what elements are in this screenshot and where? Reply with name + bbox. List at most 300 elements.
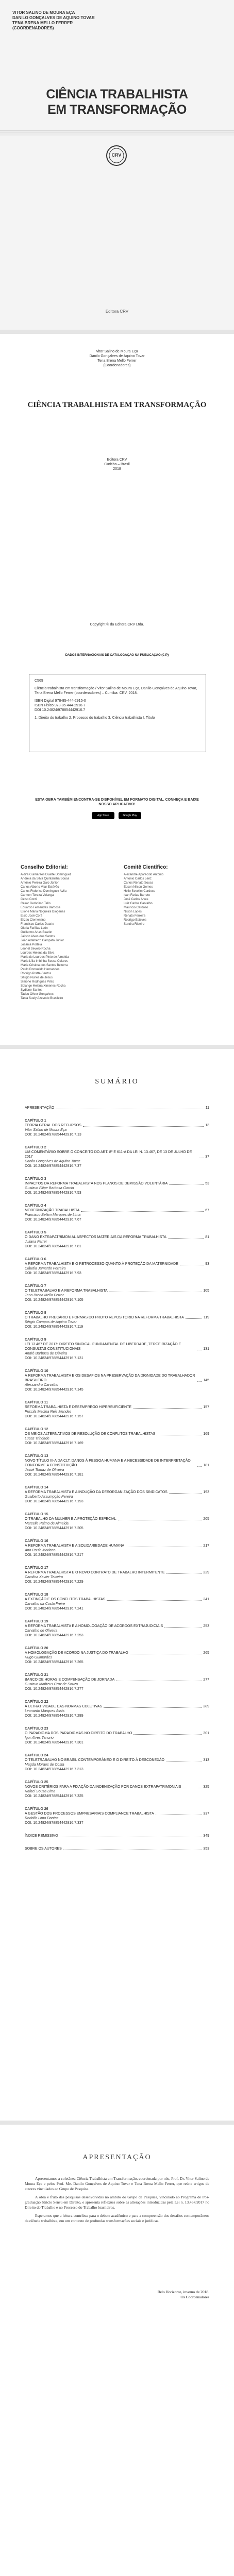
toc-entry[interactable]: [25, 1145, 209, 1168]
board-member: Tania Suely Azevedo Brasileiro: [21, 997, 63, 1000]
editorial-board-header: Conselho Editorial:: [21, 865, 68, 870]
board-member: Andréia da Silva Quintanilha Sousa: [21, 877, 70, 880]
toc-page-number: 37: [205, 1155, 209, 1159]
toc-title-row: [25, 1570, 209, 1575]
toc-chapter-number: CAPÍTULO 2: [25, 1146, 46, 1149]
board-member: Rodrigo Pratte-Santos: [21, 972, 52, 975]
toc-title-row: [25, 1846, 209, 1851]
toc-title-row: [25, 1811, 209, 1816]
toc-chapter-number: CAPÍTULO 6: [25, 1258, 46, 1261]
toc-chapter-number: CAPÍTULO 25: [25, 1781, 48, 1784]
toc-chapter-number: CAPÍTULO 7: [25, 1284, 46, 1288]
toc-title-row: [25, 1624, 209, 1629]
toc-page-number: 289: [203, 1705, 209, 1708]
toc-chapter-title: A REFORMA TRABALHISTA E A INDUÇÃO DA DESORGANIZAÇÃO DOS SINDICATOS: [25, 1490, 168, 1494]
toc-chapter-author: Jessé Tomaz de Oliveira: [25, 1468, 64, 1472]
toc-chapter-number: CAPÍTULO 15: [25, 1513, 48, 1516]
toc-chapter-title: APRESENTAÇÃO: [25, 1106, 55, 1110]
toc-title-row: [25, 1342, 209, 1351]
toc-chapter-title: O TELETRABALHO NO BRASIL CONTEMPORÂNEO E O DIREITO À DESCONEXÃO: [25, 1758, 164, 1762]
toc-chapter-doi[interactable]: DOI: 10.24824/978854442916.7.81: [25, 1245, 81, 1248]
board-member: Guillermo Arias Beatón: [21, 931, 53, 934]
cover-author: VITOR SALINO DE MOURA EÇA: [12, 10, 75, 15]
toc-chapter-title: A REFORMA TRABALHISTA E O RETROCESSO QUANTO À PROTEÇÃO DA MATERNIDADE: [25, 1262, 178, 1266]
toc-chapter-number: CAPÍTULO 13: [25, 1454, 48, 1458]
toc-entry[interactable]: [25, 1400, 209, 1419]
toc-chapter-title: O TRABALHO PRECÁRIO E FORMAS DO PROTO REPOSITÓRIO NA REFORMA TRABALHISTA: [25, 1316, 184, 1319]
toc-page-number: 205: [203, 1517, 209, 1521]
toc-entry[interactable]: [25, 1284, 209, 1302]
front-author: Danilo Gonçalves de Aquino Tovar: [89, 354, 145, 358]
toc-chapter-author: Tena Brena Mello Ferrer: [25, 1294, 64, 1297]
board-member: Paulo Romualdo Hernandes: [21, 968, 60, 971]
toc-title-row: [25, 1262, 209, 1266]
toc-entry[interactable]: [25, 1337, 209, 1361]
toc-title-row: [25, 1517, 209, 1521]
toc-chapter-number: CAPÍTULO 3: [25, 1177, 46, 1181]
toc-chapter-number: CAPÍTULO 4: [25, 1204, 46, 1208]
front-publisher: [0, 457, 234, 471]
toc-entry[interactable]: [25, 1700, 209, 1718]
toc-leader-dots: [197, 1466, 202, 1467]
toc-page-number: 217: [203, 1544, 209, 1548]
toc-chapter-doi[interactable]: DOI: 10.24824/978854442916.7.131: [25, 1357, 83, 1360]
toc-chapter-title: OS MEIOS ALTERNATIVOS DE RESOLUÇÃO DE CONFLITOS TRABALHISTAS: [25, 1432, 156, 1436]
toc-chapter-author: Gualberto Assumpção Pereira: [25, 1495, 73, 1499]
board-member: Edson Nilson Gomes: [124, 886, 153, 889]
store-badges: [92, 812, 143, 819]
toc-leader-dots: [104, 1707, 202, 1708]
toc-leader-dots: [197, 1381, 202, 1382]
toc-title-row: [25, 1181, 209, 1186]
front-title: CIÊNCIA TRABALHISTA EM TRANSFORMAÇÃO: [27, 401, 207, 409]
toc-page-number: 337: [203, 1812, 209, 1816]
cover-author: DANILO GONÇALVES DE AQUINO TOVAR: [12, 15, 95, 20]
toc-chapter-number: CAPÍTULO 19: [25, 1620, 48, 1623]
toc-title-row: [25, 1758, 209, 1762]
presentation-paragraph: Apresentamos a coletânea Ciência Trabalhista em Transformação, coordenada por nós, Prof. Dr. Vitor Salino de Moura Eça e pelos Prof. Me. Danilo Gonçalves de Aquino Tovar e Tena Brena Mello Ferrer, que reúne artigos de autores vinculados ao Grupo de Pesquisa.: [25, 2176, 209, 2191]
toc-leader-dots: [168, 1238, 204, 1239]
toc-chapter-doi[interactable]: DOI: 10.24824/978854442916.7.277: [25, 1687, 83, 1691]
toc-entry[interactable]: [25, 1118, 209, 1137]
toc-entry[interactable]: [25, 1454, 209, 1477]
toc-chapter-doi[interactable]: DOI: 10.24824/978854442916.7.67: [25, 1218, 81, 1222]
cover-authors: [12, 10, 95, 31]
catalog-line: ISBN Digital 978-85-444-2915-0: [35, 699, 86, 703]
toc-chapter-number: CAPÍTULO 18: [25, 1593, 48, 1597]
publisher-logo-label: CRV: [111, 152, 122, 158]
signature-names: Os Coordenadores: [180, 2295, 209, 2299]
toc-chapter-number: CAPÍTULO 22: [25, 1700, 48, 1704]
toc-chapter-number: CAPÍTULO 21: [25, 1673, 48, 1677]
toc-page-number: 53: [205, 1182, 209, 1185]
toc-chapter-author: Gustavo Filipe Barbosa Garcia: [25, 1187, 74, 1190]
toc-title-row: [25, 1490, 209, 1495]
toc-entry[interactable]: [25, 1369, 209, 1392]
toc-chapter-doi[interactable]: DOI: 10.24824/978854442916.7.229: [25, 1580, 83, 1584]
table-of-contents-page: [0, 1049, 234, 2121]
toc-chapter-doi[interactable]: DOI: 10.24824/978854442916.7.217: [25, 1553, 83, 1557]
toc-chapter-author: Priscila Medina Reis Mendes: [25, 1410, 72, 1414]
toc-chapter-number: CAPÍTULO 9: [25, 1338, 46, 1342]
toc-chapter-title: O TRABALHO DA MULHER E A PROTEÇÃO ESPECIAL: [25, 1517, 116, 1521]
board-member: Cesar Gerónimo Tello: [21, 902, 51, 905]
board-member: Maria Lília Imbiriba Sousa Colares: [21, 960, 68, 963]
board-member: Carlos Federico Domínguez Avila: [21, 890, 66, 893]
cover-decorative-lines: [0, 129, 234, 137]
toc-entry[interactable]: [25, 1230, 209, 1249]
copyright-line: Copyright © da Editora CRV Ltda.: [90, 623, 144, 626]
cover-page: [0, 0, 234, 330]
board-member: Hélio Sevelim Cardoso: [124, 890, 156, 893]
toc-page-number: 349: [203, 1834, 209, 1838]
toc-title-row: [25, 1544, 209, 1548]
ficha-header: DADOS INTERNACIONAIS DE CATALOGAÇÃO NA PUBLICAÇÃO (CIP): [65, 654, 169, 657]
toc-entry[interactable]: [25, 1485, 209, 1504]
front-publisher-line: Curitiba – Brasil: [104, 463, 130, 466]
toc-title-row: [25, 1235, 209, 1240]
toc-chapter-author: Juliana Ferrer: [25, 1240, 47, 1244]
toc-entry[interactable]: [25, 1512, 209, 1531]
toc-entry[interactable]: [25, 1726, 209, 1745]
toc-entry[interactable]: [25, 1311, 209, 1329]
toc-chapter-number: CAPÍTULO 20: [25, 1647, 48, 1650]
catalog-line: 1. Direito do trabalho 2. Processo do trabalho 3. Ciência trabalhista I. Título: [35, 716, 155, 720]
scientific-committee-list: [124, 873, 213, 926]
toc-chapter-author: Vitor Salino de Moura Eça: [25, 1128, 67, 1132]
toc-chapter-author: Hugo Guimarães: [25, 1656, 52, 1659]
toc-title-row: [25, 1432, 209, 1436]
toc-chapter-doi[interactable]: DOI: 10.24824/978854442916.7.337: [25, 1821, 83, 1825]
cover-title-line: CIÊNCIA TRABALHISTA: [46, 87, 188, 101]
presentation-body: [25, 2176, 209, 2227]
cover-author: (COORDENADORES): [12, 26, 54, 30]
toc-entry[interactable]: [25, 1177, 209, 1195]
toc-page-number: 265: [203, 1651, 209, 1655]
toc-page-number: 181: [203, 1464, 209, 1467]
toc-leader-dots: [83, 1126, 204, 1127]
catalog-line: Ciência trabalhista em transformação / Vitor Salino de Moura Eça, Danilo Gonçalves de Aquino Tovar, Tena Brena Mello Ferrer (coordenadores) – Curitiba: CRV, 2018.: [35, 687, 197, 695]
board-member: Francisco Carlos Duarte: [21, 923, 54, 926]
toc-title-row: [25, 1208, 209, 1213]
toc-chapter-title: BANCO DE HORAS E COMPENSAÇÃO DE JORNADA: [25, 1678, 115, 1682]
toc-chapter-doi[interactable]: DOI: 10.24824/978854442916.7.13: [25, 1133, 81, 1137]
board-member: Ivan Farias Barreto: [124, 894, 151, 897]
toc-page-number: 119: [203, 1316, 209, 1319]
toc-page-number: 145: [203, 1379, 209, 1382]
board-member: Renato Ferreira: [124, 914, 146, 918]
toc-chapter-author: Francisco Belém Marques de Lima: [25, 1213, 81, 1217]
board-member: Maurício Cardoso: [124, 906, 148, 909]
toc-chapter-number: CAPÍTULO 24: [25, 1754, 48, 1757]
board-member: Sérgio Nunes de Jesus: [21, 976, 53, 979]
toc-chapter-author: Rodolfo Lima Dantas: [25, 1817, 59, 1820]
board-member: Josania Portela: [21, 943, 42, 946]
toc-chapter-author: Sérgio Campos de Aquino Tovar: [25, 1320, 77, 1324]
toc-chapter-title: REFORMA TRABALHISTA E DESEMPREGO HIPERSUFICIENTE: [25, 1405, 132, 1409]
toc-leader-dots: [81, 1211, 204, 1212]
toc-chapter-title: A ULTRATIVIDADE DAS NORMAS COLETIVAS: [25, 1705, 103, 1708]
board-member: Nilson Lopes: [124, 910, 142, 913]
toc-leader-dots: [169, 1184, 204, 1185]
toc-chapter-doi[interactable]: DOI: 10.24824/978854442916.7.241: [25, 1607, 83, 1611]
catalog-line: ISBN Físico 978-85-444-2916-7: [35, 704, 86, 707]
toc-title-row: [25, 1459, 209, 1468]
board-member: Alexandre Aparecido Antonio: [124, 873, 164, 876]
toc-page-number: 277: [203, 1678, 209, 1682]
toc-chapter-title: A GESTÃO DOS PROCESSOS EMPRESARIAIS COMPLIANCE TRABALHISTA: [25, 1812, 154, 1816]
board-member: Antônio Pereira Gaio Júnior: [21, 882, 59, 885]
toc-entry[interactable]: [25, 1204, 209, 1222]
presentation-paragraph: A obra é fruto das pesquisas desenvolvidas no âmbito do Grupo de Pesquisa, vinculado ao Programa de Pós-graduação Stricto Sensu em Direito, e apresenta reflexões sobre as alterações introduzidas pela Lei n. 13.467/2017 no Direito do Trabalho e no Processo do Trabalho brasileiros.: [25, 2195, 209, 2210]
front-publisher-line: 2018: [113, 467, 121, 471]
board-member: Lourdes Helena da Silva: [21, 952, 55, 955]
board-member: Jailson Alves dos Santos: [21, 935, 55, 938]
toc-chapter-doi[interactable]: DOI: 10.24824/978854442916.7.325: [25, 1794, 83, 1798]
toc-chapter-title: A HOMOLOGAÇÃO DE ACORDO NA JUSTIÇA DO TRABALHO: [25, 1651, 128, 1655]
board-member: Rodrigo Esteves: [124, 919, 147, 922]
board-member: Antonio Carlos Lenz: [124, 877, 152, 880]
toc-entry[interactable]: [25, 1753, 209, 1772]
toc-chapter-doi[interactable]: DOI: 10.24824/978854442916.7.145: [25, 1388, 83, 1392]
toc-chapter-doi[interactable]: DOI: 10.24824/978854442916.7.253: [25, 1634, 83, 1637]
toc-chapter-doi[interactable]: DOI: 10.24824/978854442916.7.205: [25, 1527, 83, 1530]
board-member: Luiz Carlos Carvalho: [124, 902, 153, 905]
toc-title-row: [25, 1704, 209, 1709]
toc-list: [25, 1106, 209, 1859]
toc-entry[interactable]: [25, 1619, 209, 1638]
toc-chapter-number: CAPÍTULO 16: [25, 1539, 48, 1543]
toc-entry[interactable]: [25, 1834, 209, 1838]
front-publisher-line: Editora CRV: [107, 458, 127, 462]
toc-chapter-author: Gustavo Matheus Cruz de Souza: [25, 1683, 78, 1686]
presentation-paragraph: Esperamos que a leitura contribua para o debate acadêmico e para a compreensão dos desafios contemporâneos da ciência trabalhista, em um contexto de profundas transformações sociais e jurídicas.: [25, 2213, 209, 2223]
toc-chapter-title: UM COMENTÁRIO SOBRE O CONCEITO DO ART. 8º E 611-A DA LEI N. 13.467, DE 13 DE JULHO DE 2017: [25, 1150, 192, 1159]
toc-entry[interactable]: [25, 1807, 209, 1825]
toc-entry[interactable]: [25, 1257, 209, 1276]
scientific-committee-header: Comitê Científico:: [124, 865, 168, 870]
toc-entry[interactable]: [25, 1780, 209, 1799]
toc-title-row: [25, 1150, 209, 1159]
toc-chapter-doi[interactable]: DOI: 10.24824/978854442916.7.105: [25, 1298, 83, 1302]
toc-chapter-author: Ana Paula Mariano: [25, 1549, 56, 1552]
catalog-line: C569: [35, 679, 43, 683]
toc-leader-dots: [169, 1493, 202, 1494]
toc-page-number: 105: [203, 1289, 209, 1293]
toc-chapter-author: Carolina Xavier Teixeira: [25, 1575, 63, 1579]
board-member: Gloria Fariñas León: [21, 927, 48, 930]
toc-chapter-title: MODERNIZAÇÃO TRABALHISTA: [25, 1209, 80, 1212]
toc-entry[interactable]: [25, 1427, 209, 1446]
toc-chapter-doi[interactable]: DOI: 10.24824/978854442916.7.301: [25, 1741, 83, 1744]
toc-page-number: 93: [205, 1262, 209, 1266]
toc-page-number: 353: [203, 1847, 209, 1851]
toc-chapter-number: CAPÍTULO 8: [25, 1311, 46, 1315]
cover-publisher: Editora CRV: [105, 309, 129, 314]
presentation-title: APRESENTAÇÃO: [82, 2154, 152, 2161]
toc-leader-dots: [107, 1600, 202, 1601]
editorial-board-list: [21, 873, 119, 1001]
toc-entry[interactable]: [25, 1673, 209, 1691]
toc-chapter-author: Alessandro Carvalho: [25, 1383, 58, 1387]
toc-title-row: [25, 1315, 209, 1320]
toc-page-number: 301: [203, 1732, 209, 1735]
toc-chapter-author: Leonardo Marques Assis: [25, 1709, 65, 1713]
toc-chapter-number: CAPÍTULO 11: [25, 1401, 48, 1404]
toc-page-number: 157: [203, 1405, 209, 1409]
catalog-card: [29, 674, 206, 752]
toc-chapter-number: CAPÍTULO 1: [25, 1119, 46, 1123]
toc-leader-dots: [164, 1627, 202, 1628]
cover-title-line: EM TRANSFORMAÇÃO: [47, 103, 187, 117]
signature-place: Belo Horizonte, inverno de 2018.: [157, 2290, 209, 2294]
toc-title: SUMÁRIO: [95, 1078, 139, 1086]
toc-chapter-title: LEI 13.467 DE 2017: DIREITO SINDICAL FUNDAMENTAL DE LIBERDADE, TERCEIRIZAÇÃO E CONSULTAS CONSTITUCIONAIS: [25, 1343, 181, 1351]
toc-page-number: 131: [203, 1347, 209, 1351]
toc-chapter-number: CAPÍTULO 17: [25, 1566, 48, 1570]
presentation-signature: [25, 2290, 209, 2300]
toc-page-number: 253: [203, 1624, 209, 1628]
board-member: Eduardo Fernandes Barbosa: [21, 906, 61, 909]
toc-chapter-doi[interactable]: DOI: 10.24824/978854442916.7.119: [25, 1325, 83, 1329]
board-member: Elizeu Clementino: [21, 919, 46, 922]
toc-chapter-doi[interactable]: DOI: 10.24824/978854442916.7.181: [25, 1473, 83, 1477]
board-member: Carlos Alberto Vilar Estêvão: [21, 886, 59, 889]
toc-entry[interactable]: [25, 1106, 209, 1110]
toc-chapter-doi[interactable]: DOI: 10.24824/978854442916.7.157: [25, 1415, 83, 1418]
toc-title-row: [25, 1651, 209, 1655]
toc-chapter-doi[interactable]: DOI: 10.24824/978854442916.7.265: [25, 1660, 83, 1664]
toc-chapter-number: CAPÍTULO 5: [25, 1231, 46, 1234]
toc-leader-dots: [186, 1318, 202, 1319]
toc-chapter-number: CAPÍTULO 23: [25, 1727, 48, 1731]
toc-page-number: 313: [203, 1758, 209, 1762]
toc-page-number: 81: [205, 1235, 209, 1239]
board-member: Simone Rodrigues Pinto: [21, 980, 54, 984]
toc-page-number: 229: [203, 1571, 209, 1574]
board-member: Leonel Severo Rocha: [21, 947, 51, 951]
toc-title-row: [25, 1731, 209, 1736]
board-member: Aldira Guimarães Duarte Domínguez: [21, 873, 72, 876]
toc-title-row: [25, 1374, 209, 1383]
toc-entry[interactable]: [25, 1592, 209, 1611]
app-store-badge[interactable]: App Store: [92, 812, 114, 819]
toc-page-number: 67: [205, 1209, 209, 1212]
board-member: Sydione Santos: [21, 989, 43, 992]
toc-chapter-author: Carvalho da Costa Freire: [25, 1602, 65, 1606]
toc-chapter-title: A REFORMA TRABALHISTA E OS DESAFIOS NA PRESERVAÇÃO DA DIGNIDADE DO TRABALHADOR BRASILEIRO: [25, 1374, 195, 1382]
toc-chapter-title: SOBRE OS AUTORES: [25, 1847, 62, 1851]
toc-entry[interactable]: [25, 1846, 209, 1851]
toc-chapter-title: IMPACTOS DA REFORMA TRABALHISTA NOS PLANOS DE DEMISSÃO VOLUNTÁRIA: [25, 1182, 168, 1185]
presentation-page: [0, 2125, 234, 2576]
toc-title-row: [25, 1597, 209, 1602]
front-author: (Coordenadores): [103, 364, 131, 367]
cover-title: [0, 87, 234, 117]
toc-page-number: 325: [203, 1785, 209, 1789]
toc-chapter-author: André Barbosa de Oliveira: [25, 1352, 68, 1355]
board-member: Élsio José Corá: [21, 914, 43, 918]
toc-title-row: [25, 1405, 209, 1410]
front-authors: [0, 349, 234, 368]
toc-chapter-number: CAPÍTULO 12: [25, 1428, 48, 1431]
toc-chapter-doi[interactable]: DOI: 10.24824/978854442916.7.193: [25, 1500, 83, 1503]
toc-chapter-title: NOVO TÍTULO III-A DA CLT: DANOS À PESSOA HUMANA E A NECESSIDADE DE INTERPRETAÇÃO CONFORME A CONSTITUIÇÃO: [25, 1459, 191, 1467]
board-member: Elione Maria Nogueira Diogenes: [21, 910, 65, 913]
toc-chapter-author: Danilo Gonçalves de Aquino Tovar: [25, 1160, 80, 1163]
toc-chapter-title: A EXTINÇÃO E OS CONFLITOS TRABALHISTAS: [25, 1598, 106, 1601]
toc-chapter-title: TEORIA GERAL DOS RECURSOS: [25, 1124, 81, 1127]
toc-leader-dots: [133, 1734, 202, 1735]
toc-chapter-doi[interactable]: DOI: 10.24824/978854442916.7.169: [25, 1442, 83, 1445]
toc-page-number: 193: [203, 1490, 209, 1494]
toc-chapter-title: O PARADIGMA DOS PARADIGMAS NO DIREITO DO TRABALHO: [25, 1732, 132, 1735]
board-member: Carmen Tereza Velanga: [21, 894, 54, 897]
toc-title-row: [25, 1834, 209, 1838]
toc-chapter-author: Igor Alves Tenorio: [25, 1736, 54, 1740]
toc-chapter-title: A REFORMA TRABALHISTA E A SOLIDARIEDADE HUMANA: [25, 1544, 125, 1548]
toc-chapter-author: Marcelle Palmo de Almeida: [25, 1522, 69, 1526]
toc-title-row: [25, 1677, 209, 1682]
toc-chapter-author: Rafael Souza Lima: [25, 1790, 56, 1793]
board-member: Maria de Lourdes Pinto de Almeida: [21, 956, 69, 959]
title-page: [0, 334, 234, 1045]
toc-chapter-doi[interactable]: DOI: 10.24824/978854442916.7.37: [25, 1164, 81, 1168]
toc-title-row: [25, 1289, 209, 1293]
toc-title-row: [25, 1123, 209, 1128]
toc-entry[interactable]: [25, 1566, 209, 1584]
toc-chapter-title: O TELETRABALHO E A REFORMA TRABALHISTA: [25, 1289, 108, 1293]
board-member: João Adalberto Campato Junior: [21, 939, 64, 942]
board-member: Carlos Renato Sousa: [124, 882, 154, 885]
catalog-line: DOI 10.24824/978854442916.7: [35, 708, 86, 712]
toc-chapter-title: A REFORMA TRABALHISTA E A HOMOLOGAÇÃO DE ACORDOS EXTRAJUDICIAIS: [25, 1624, 163, 1628]
toc-chapter-doi[interactable]: DOI: 10.24824/978854442916.7.313: [25, 1768, 83, 1771]
toc-leader-dots: [166, 1573, 202, 1574]
toc-chapter-title: O DANO EXTRAPATRIMONIAL ASPECTOS MATERIAIS DA REFORMA TRABALHISTA: [25, 1235, 166, 1239]
toc-chapter-number: CAPÍTULO 10: [25, 1369, 48, 1373]
catalog-card-text: [29, 674, 206, 724]
front-author: Vitor Salino de Moura Eça: [96, 350, 138, 353]
board-member: Solange Helena Ximenes-Rocha: [21, 985, 66, 988]
toc-entry[interactable]: [25, 1539, 209, 1557]
toc-page-number: 169: [203, 1432, 209, 1436]
toc-chapter-doi[interactable]: DOI: 10.24824/978854442916.7.289: [25, 1714, 83, 1718]
board-member: Celso Conti: [21, 898, 37, 901]
toc-page-number: 11: [205, 1106, 209, 1110]
cover-author: TENA BRENA MELLO FERRER: [12, 21, 73, 25]
toc-chapter-title: A REFORMA TRABALHISTA E O NOVO CONTRATO DE TRABALHO INTERMITENTE: [25, 1571, 165, 1574]
toc-title-row: [25, 1785, 209, 1789]
board-member: Tadeu Oliver Gonçalves: [21, 993, 54, 996]
toc-chapter-author: Cláudia Jamardo Ferreira: [25, 1267, 66, 1270]
toc-chapter-number: CAPÍTULO 26: [25, 1807, 48, 1811]
toc-leader-dots: [133, 1408, 202, 1409]
toc-chapter-doi[interactable]: DOI: 10.24824/978854442916.7.53: [25, 1191, 81, 1195]
toc-chapter-doi[interactable]: DOI: 10.24824/978854442916.7.93: [25, 1272, 81, 1275]
toc-page-number: 13: [205, 1124, 209, 1127]
google-play-badge[interactable]: Google Play: [119, 812, 141, 819]
board-member: Maria Cristina dos Santos Bezerra: [21, 964, 68, 967]
digital-notice: ESTA OBRA TAMBÉM ENCONTRA-SE DISPONÍVEL EM FORMATO DIGITAL. CONHEÇA E BAIXE NOSSO APLICATIVO!: [35, 798, 199, 806]
front-author: Tena Brena Mello Ferrer: [97, 359, 137, 363]
toc-chapter-title: NOVOS CRITÉRIOS PARA A FIXAÇÃO DA INDENIZAÇÃO POR DANOS EXTRAPATRIMONIAIS: [25, 1785, 181, 1789]
toc-title-row: [25, 1106, 209, 1110]
toc-entry[interactable]: [25, 1646, 209, 1665]
toc-chapter-title: ÍNDICE REMISSIVO: [25, 1834, 58, 1838]
toc-chapter-author: Carvalho de Oliveira: [25, 1629, 58, 1633]
toc-chapter-author: Magda Moraes de Costa: [25, 1763, 64, 1767]
